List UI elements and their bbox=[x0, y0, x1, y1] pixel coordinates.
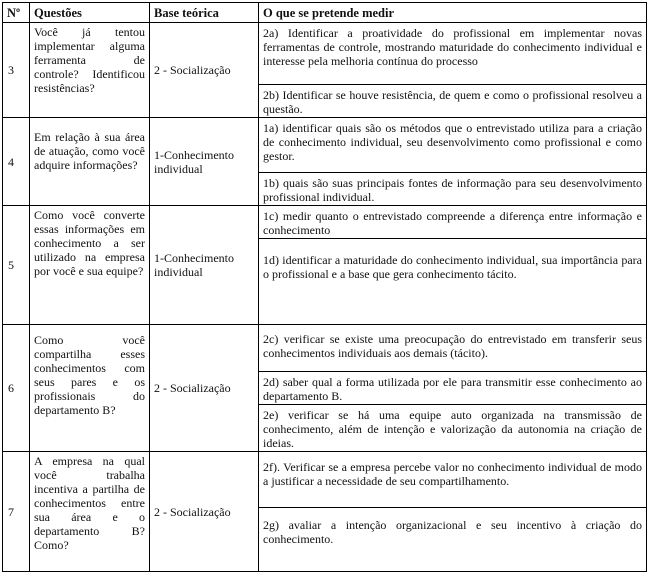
goal-cell: 2e) verificar se há uma equipe auto organizada na transmissão de conhecimento, além de intenção e valorização da autonomia na criação de ideias. bbox=[259, 405, 647, 452]
goal-cell: 2d) saber qual a forma utilizada por ele para transmitir esse conhecimento ao departamento B. bbox=[259, 372, 647, 405]
row-number: 7 bbox=[3, 452, 30, 572]
header-num: Nº bbox=[3, 3, 30, 23]
table-row bbox=[3, 325, 647, 372]
question-cell: Como você compartilha esses conhecimentos com seus pares e os profissionais do departamento B? bbox=[30, 325, 150, 452]
goal-cell: 1a) identificar quais são os métodos que o entrevistado utiliza para a criação de conhecimento individual, seu desenvolvimento como profissional e como gestor. bbox=[259, 118, 647, 173]
goal-cell: 2f). Verificar se a empresa percebe valor no conhecimento individual de modo a justificar a necessidade de seu compartilhamento. bbox=[259, 452, 647, 508]
question-cell: Você já tentou implementar alguma ferramenta de controle? Identificou resistências? bbox=[30, 23, 150, 118]
base-cell: 1-Conhecimento individual bbox=[150, 206, 259, 325]
base-cell: 2 - Socialização bbox=[150, 325, 259, 452]
table-row bbox=[3, 452, 647, 508]
question-cell: Como você converte essas informações em conhecimento a ser utilizado na empresa por você e sua equipe? bbox=[30, 206, 150, 325]
row-number: 4 bbox=[3, 118, 30, 206]
goal-cell: 2c) verificar se existe uma preocupação do entrevistado em transferir seus conhecimentos individuais aos demais (tácito). bbox=[259, 325, 647, 372]
questions-table bbox=[2, 2, 647, 572]
question-cell: Em relação à sua área de atuação, como você adquire informações? bbox=[30, 118, 150, 206]
table-row bbox=[3, 118, 647, 173]
header-goal: O que se pretende medir bbox=[259, 3, 647, 23]
row-number: 6 bbox=[3, 325, 30, 452]
goal-cell: 2b) Identificar se houve resistência, de quem e como o profissional resolveu a questão. bbox=[259, 85, 647, 118]
header-row bbox=[3, 3, 647, 23]
row-number: 3 bbox=[3, 23, 30, 118]
table-row bbox=[3, 206, 647, 239]
row-number: 5 bbox=[3, 206, 30, 325]
question-cell: A empresa na qual você trabalha incentiva a partilha de conhecimentos entre sua área e o departamento B? Como? bbox=[30, 452, 150, 572]
header-questions: Questões bbox=[30, 3, 150, 23]
goal-cell: 1b) quais são suas principais fontes de informação para seu desenvolvimento profissional individual. bbox=[259, 173, 647, 206]
base-cell: 1-Conhecimento individual bbox=[150, 118, 259, 206]
goal-cell: 1c) medir quanto o entrevistado compreende a diferença entre informação e conhecimento bbox=[259, 206, 647, 239]
goal-cell: 1d) identificar a maturidade do conhecimento individual, sua importância para o profissional e a base que gera conhecimento tácito. bbox=[259, 239, 647, 325]
header-base: Base teórica bbox=[150, 3, 259, 23]
goal-cell: 2g) avaliar a intenção organizacional e seu incentivo à criação do conhecimento. bbox=[259, 508, 647, 572]
base-cell: 2 - Socialização bbox=[150, 23, 259, 118]
goal-cell: 2a) Identificar a proatividade do profissional em implementar novas ferramentas de controle, mostrando maturidade do conhecimento individual e interesse pela melhoria contínua do processo bbox=[259, 23, 647, 85]
table-row bbox=[3, 23, 647, 85]
base-cell: 2 - Socialização bbox=[150, 452, 259, 572]
